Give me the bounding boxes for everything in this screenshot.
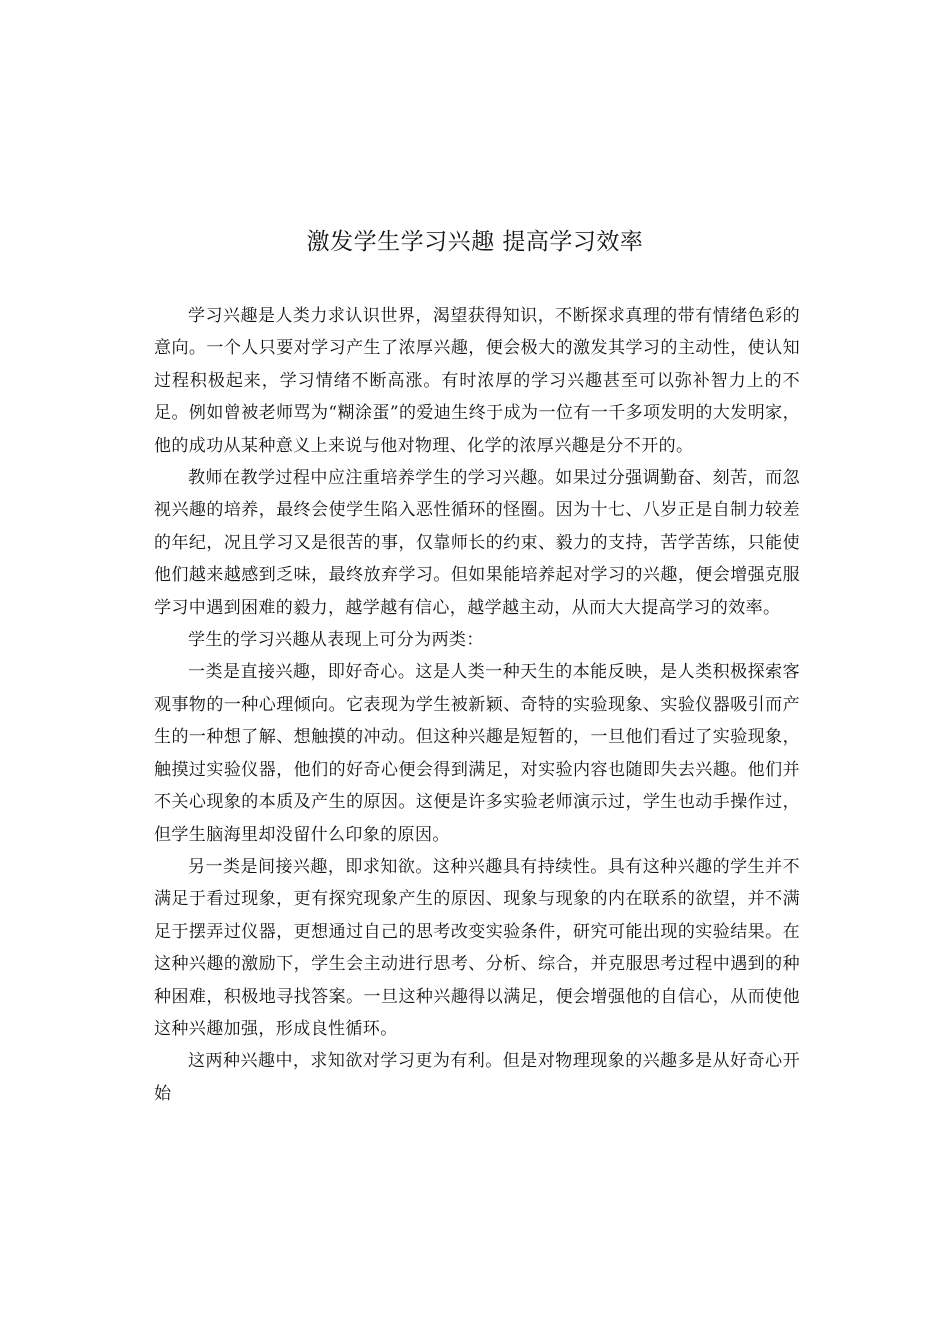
paragraph-3: 学生的学习兴趣从表现上可分为两类： xyxy=(188,630,484,651)
paragraph-2: 教师在教学过程中应注重培养学生的学习兴趣。如果过分强调勤奋、刻苦，而忽视兴趣的培养，最终会使学生陷入恶性循环的怪圈。因为十七、八岁正是自制力较差的年纪，况且学习又是很苦的事，仅靠师长的约束、毅力的支持，苦学苦练，只能使他们越来越感到乏味，最终放弃学习。但如果能培养起对学习的兴趣，便会增强克服学习中遇到困难的毅力，越学越有信心，越学越主动，从而大大提高学习的效率。 xyxy=(154,468,800,618)
document-body xyxy=(154,300,800,1110)
paragraph-1: 学习兴趣是人类力求认识世界，渴望获得知识，不断探求真理的带有情绪色彩的意向。一个人只要对学习产生了浓厚兴趣，便会极大的激发其学习的主动性，使认知过程积极起来，学习情绪不断高涨。有时浓厚的学习兴趣甚至可以弥补智力上的不足。例如曾被老师骂为“糊涂蛋”的爱迪生终于成为一位有一千多项发明的大发明家，他的成功从某种意义上来说与他对物理、化学的浓厚兴趣是分不开的。 xyxy=(154,306,800,456)
document-title: 激发学生学习兴趣 提高学习效率 xyxy=(306,229,644,255)
paragraph-6: 这两种兴趣中，求知欲对学习更为有利。但是对物理现象的兴趣多是从好奇心开始 xyxy=(154,1051,800,1104)
paragraph-4: 一类是直接兴趣，即好奇心。这是人类一种天生的本能反映，是人类积极探索客观事物的一种心理倾向。它表现为学生被新颖、奇特的实验现象、实验仪器吸引而产生的一种想了解、想触摸的冲动。但这种兴趣是短暂的，一旦他们看过了实验现象，触摸过实验仪器，他们的好奇心便会得到满足，对实验内容也随即失去兴趣。他们并不关心现象的本质及产生的原因。这便是许多实验老师演示过，学生也动手操作过，但学生脑海里却没留什么印象的原因。 xyxy=(154,662,800,845)
paragraph-5: 另一类是间接兴趣，即求知欲。这种兴趣具有持续性。具有这种兴趣的学生并不满足于看过现象，更有探究现象产生的原因、现象与现象的内在联系的欲望，并不满足于摆弄过仪器，更想通过自己的思考改变实验条件，研究可能出现的实验结果。在这种兴趣的激励下，学生会主动进行思考、分析、综合，并克服思考过程中遇到的种种困难，积极地寻找答案。一旦这种兴趣得以满足，便会增强他的自信心，从而使他这种兴趣加强，形成良性循环。 xyxy=(154,856,800,1039)
